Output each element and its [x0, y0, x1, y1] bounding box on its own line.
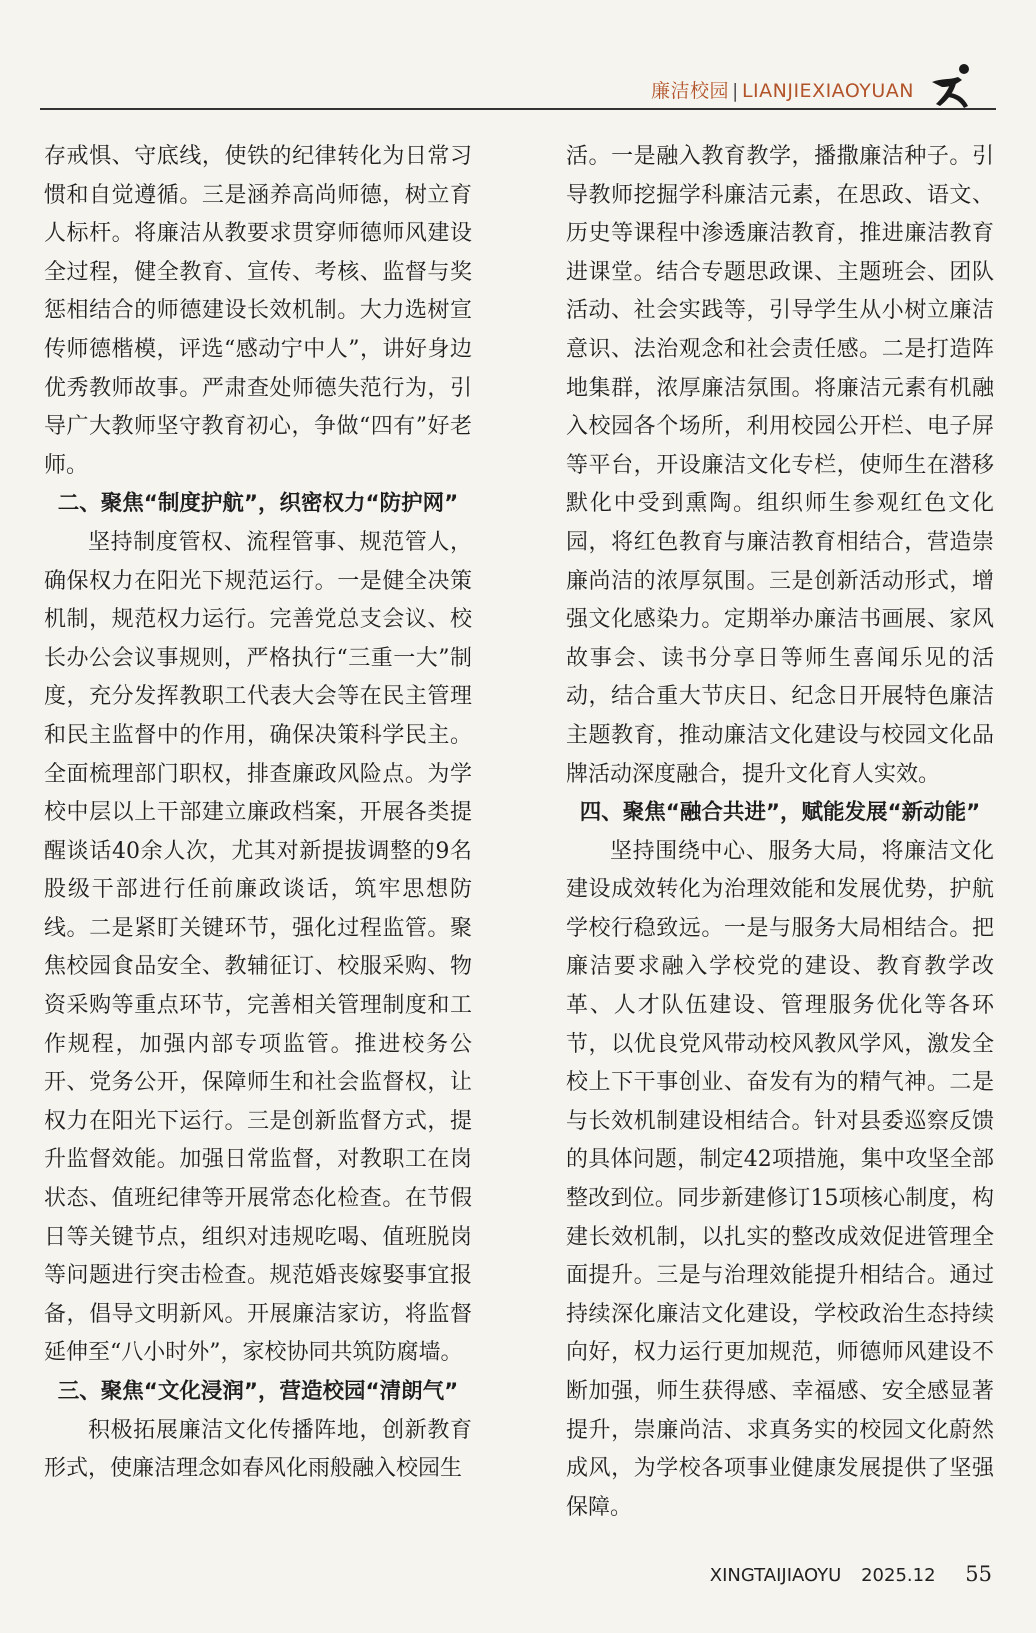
- article-body: [44, 138, 994, 1520]
- section-heading-2: 二、聚焦“制度护航”，织密权力“防护网”: [57, 491, 459, 517]
- paragraph: 坚持围绕中心、服务大局，将廉洁文化建设成效转化为治理效能和发展优势，护航学校行稳致远。一是与服务大局相结合。把廉洁要求融入学校党的建设、教育教学改革、人才队伍建设、管理服务优化等各环节，以优良党风带动校风教风学风，激发全校上下干事创业、奋发有为的精气神。二是与长效机制建设相结合。针对县委巡察反馈的具体问题，制定42项措施，集中攻坚全部整改到位。同步新建修订15项核心制度，构建长效机制，以扎实的整改成效促进管理全面提升。三是与治理效能提升相结合。通过持续深化廉洁文化建设，学校政治生态持续向好，权力运行更加规范，师德师风建设不断加强，师生获得感、幸福感、安全感显著提升，崇廉尚洁、求真务实的校园文化蔚然成风，为学校各项事业健康发展提供了坚强保障。: [566, 838, 994, 1520]
- title-separator: |: [732, 80, 739, 102]
- left-column: [44, 138, 472, 1490]
- running-figure-icon: [924, 60, 978, 114]
- right-column: [566, 138, 994, 1520]
- section-title: [651, 76, 914, 103]
- paragraph: 存戒惧、守底线，使铁的纪律转化为日常习惯和自觉遵循。三是涵养高尚师德，树立育人标杆。将廉洁从教要求贯穿师德师风建设全过程，健全教育、宣传、考核、监督与奖惩相结合的师德建设长效机制。大力选树宣传师德楷模，评选“感动宁中人”，讲好身边优秀教师故事。严肃查处师德失范行为，引导广大教师坚守教育初心，争做“四有”好老师。: [44, 144, 472, 478]
- section-title-en: LIANJIEXIAOYUAN: [741, 80, 914, 102]
- issue-date: 2025.12: [861, 1565, 936, 1586]
- paragraph: 活。一是融入教育教学，播撒廉洁种子。引导教师挖掘学科廉洁元素，在思政、语文、历史等课程中渗透廉洁教育，推进廉洁教育进课堂。结合专题思政课、主题班会、团队活动、社会实践等，引导学生从小树立廉洁意识、法治观念和社会责任感。二是打造阵地集群，浓厚廉洁氛围。将廉洁元素有机融入校园各个场所，利用校园公开栏、电子屏等平台，开设廉洁文化专栏，使师生在潜移默化中受到熏陶。组织师生参观红色文化园，将红色教育与廉洁教育相结合，营造崇廉尚洁的浓厚氛围。三是创新活动形式，增强文化感染力。定期举办廉洁书画展、家风故事会、读书分享日等师生喜闻乐见的活动，结合重大节庆日、纪念日开展特色廉洁主题教育，推动廉洁文化建设与校园文化品牌活动深度融合，提升文化育人实效。: [566, 144, 994, 787]
- magazine-name: XINGTAIJIAOYU: [709, 1565, 842, 1586]
- section-title-cn: 廉洁校园: [651, 80, 730, 102]
- section-heading-3: 三、聚焦“文化浸润”，营造校园“清朗气”: [57, 1379, 459, 1404]
- header-rule: [40, 108, 996, 110]
- page-number: 55: [965, 1562, 992, 1586]
- page-header: [40, 66, 996, 110]
- paragraph: 坚持制度管权、流程管事、规范管人，确保权力在阳光下规范运行。一是健全决策机制，规范权力运行。完善党总支会议、校长办公会议事规则，严格执行“三重一大”制度，充分发挥教职工代表大会等在民主管理和民主监督中的作用，确保决策科学民主。全面梳理部门职权，排查廉政风险点。为学校中层以上干部建立廉政档案，开展各类提醒谈话40余人次，尤其对新提拔调整的9名股级干部进行任前廉政谈话，筑牢思想防线。二是紧盯关键环节，强化过程监管。聚焦校园食品安全、教辅征订、校服采购、物资采购等重点环节，完善相关管理制度和工作规程，加强内部专项监管。推进校务公开、党务公开，保障师生和社会监督权，让权力在阳光下运行。三是创新监督方式，提升监督效能。加强日常监督，对教职工在岗状态、值班纪律等开展常态化检查。在节假日等关键节点，组织对违规吃喝、值班脱岗等问题进行突击检查。规范婚丧嫁娶事宜报备，倡导文明新风。开展廉洁家访，将监督延伸至“八小时外”，家校协同共筑防腐墙。: [44, 529, 472, 1366]
- page-footer: [710, 1562, 992, 1586]
- section-heading-4: 四、聚焦“融合共进”，赋能发展“新动能”: [579, 800, 981, 826]
- paragraph: 积极拓展廉洁文化传播阵地，创新教育形式，使廉洁理念如春风化雨般融入校园生: [44, 1417, 472, 1482]
